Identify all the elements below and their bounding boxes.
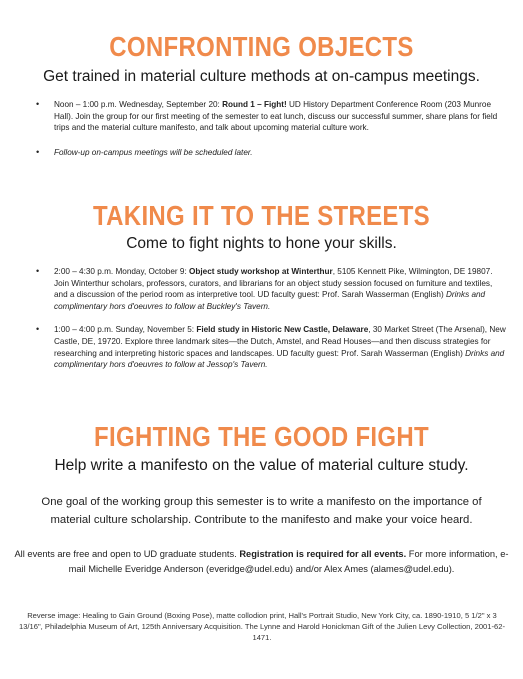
section-subtitle-3: Help write a manifesto on the value of material culture study. <box>54 457 469 474</box>
event-refreshments: Drinks and complimentary hors d'oeuvres to follow at Buckley's Tavern. <box>54 290 486 311</box>
event-label: Field study in Historic New Castle, Delaware <box>196 325 369 335</box>
image-credit: Reverse image: Healing to Gain Ground (Boxing Pose), matte collodion print, Hall's Portrait Studio, New York City, ca. 1890-1910, 5 1/2" x 3 13/16", Philadelphia Museum of Art, 125th Anniversary Acquisition. The Lynne and Harold Honickman Gift of the Julien Levy Collection, 2001-62-1471. <box>18 611 506 642</box>
section-subtitle-1: Get trained in material culture methods at on-campus meetings. <box>43 68 480 85</box>
event-label: Object study workshop at Winterthur <box>189 267 333 276</box>
event-description: UD History Department Conference Room (203 Munroe Hall). Join the group for our first meeting of the semester to eat lunch, discuss our successful summer, share plans for field trips and the material culture manifesto, and talk about upcoming material culture work. <box>54 100 498 133</box>
list-item <box>20 324 506 370</box>
manifesto-paragraph: One goal of the working group this semester is to write a manifesto on the importance of material culture scholarship. Contribute to the manifesto and make your voice heard. <box>41 496 482 526</box>
section-title-fighting-the-good-fight: FIGHTING THE GOOD FIGHT <box>94 421 429 453</box>
section2-bullet-list <box>20 266 506 371</box>
list-item <box>20 266 506 312</box>
section-subtitle-2: Come to fight nights to hone your skills. <box>126 235 397 252</box>
registration-info <box>0 547 523 576</box>
event-time: Noon – 1:00 p.m. Wednesday, September 20: <box>54 100 223 109</box>
events-text: All events are free and open to UD graduate students. <box>14 549 240 559</box>
event-time: 1:00 – 4:00 p.m. Sunday, November 5: <box>54 325 197 335</box>
section-title-taking-it-to-the-streets: TAKING IT TO THE STREETS <box>93 200 430 232</box>
event-refreshments: Drinks and complimentary hors d'oeuvres to follow at Jessop's Tavern. <box>54 348 505 370</box>
event-note: Follow-up on-campus meetings will be scheduled later. <box>54 147 253 157</box>
section-title-confronting-objects: CONFRONTING OBJECTS <box>109 31 414 63</box>
section1-bullet-list <box>20 99 506 158</box>
registration-required: Registration is required for all events. <box>239 549 407 559</box>
event-description: , 5105 Kennett Pike, Wilmington, DE 19807. Join Winterthur scholars, professors, curators, and librarians for an object study session focused on furniture and textiles, and a discussion of the period room as interpretive tool. UD faculty guest: Prof. Sarah Wasserman (English) <box>54 267 493 300</box>
list-item <box>20 99 506 134</box>
list-item <box>20 147 506 159</box>
contact-text: For more information, e-mail Michelle Everidge Anderson (everidge@udel.edu) and/or Alex Ames (alames@udel.edu). <box>68 549 509 574</box>
event-label: Round 1 – Fight! <box>222 100 287 109</box>
event-time: 2:00 – 4:30 p.m. Monday, October 9: <box>54 267 190 276</box>
event-description: , 30 Market Street (The Arsenal), New Castle, DE, 19720. Explore three landmark sites—the Dutch, Amstel, and Read Houses—and then discuss strategies for researching and interpreting historic spaces and landscapes. UD faculty guest: Prof. Sarah Wasserman (English) <box>54 325 506 358</box>
